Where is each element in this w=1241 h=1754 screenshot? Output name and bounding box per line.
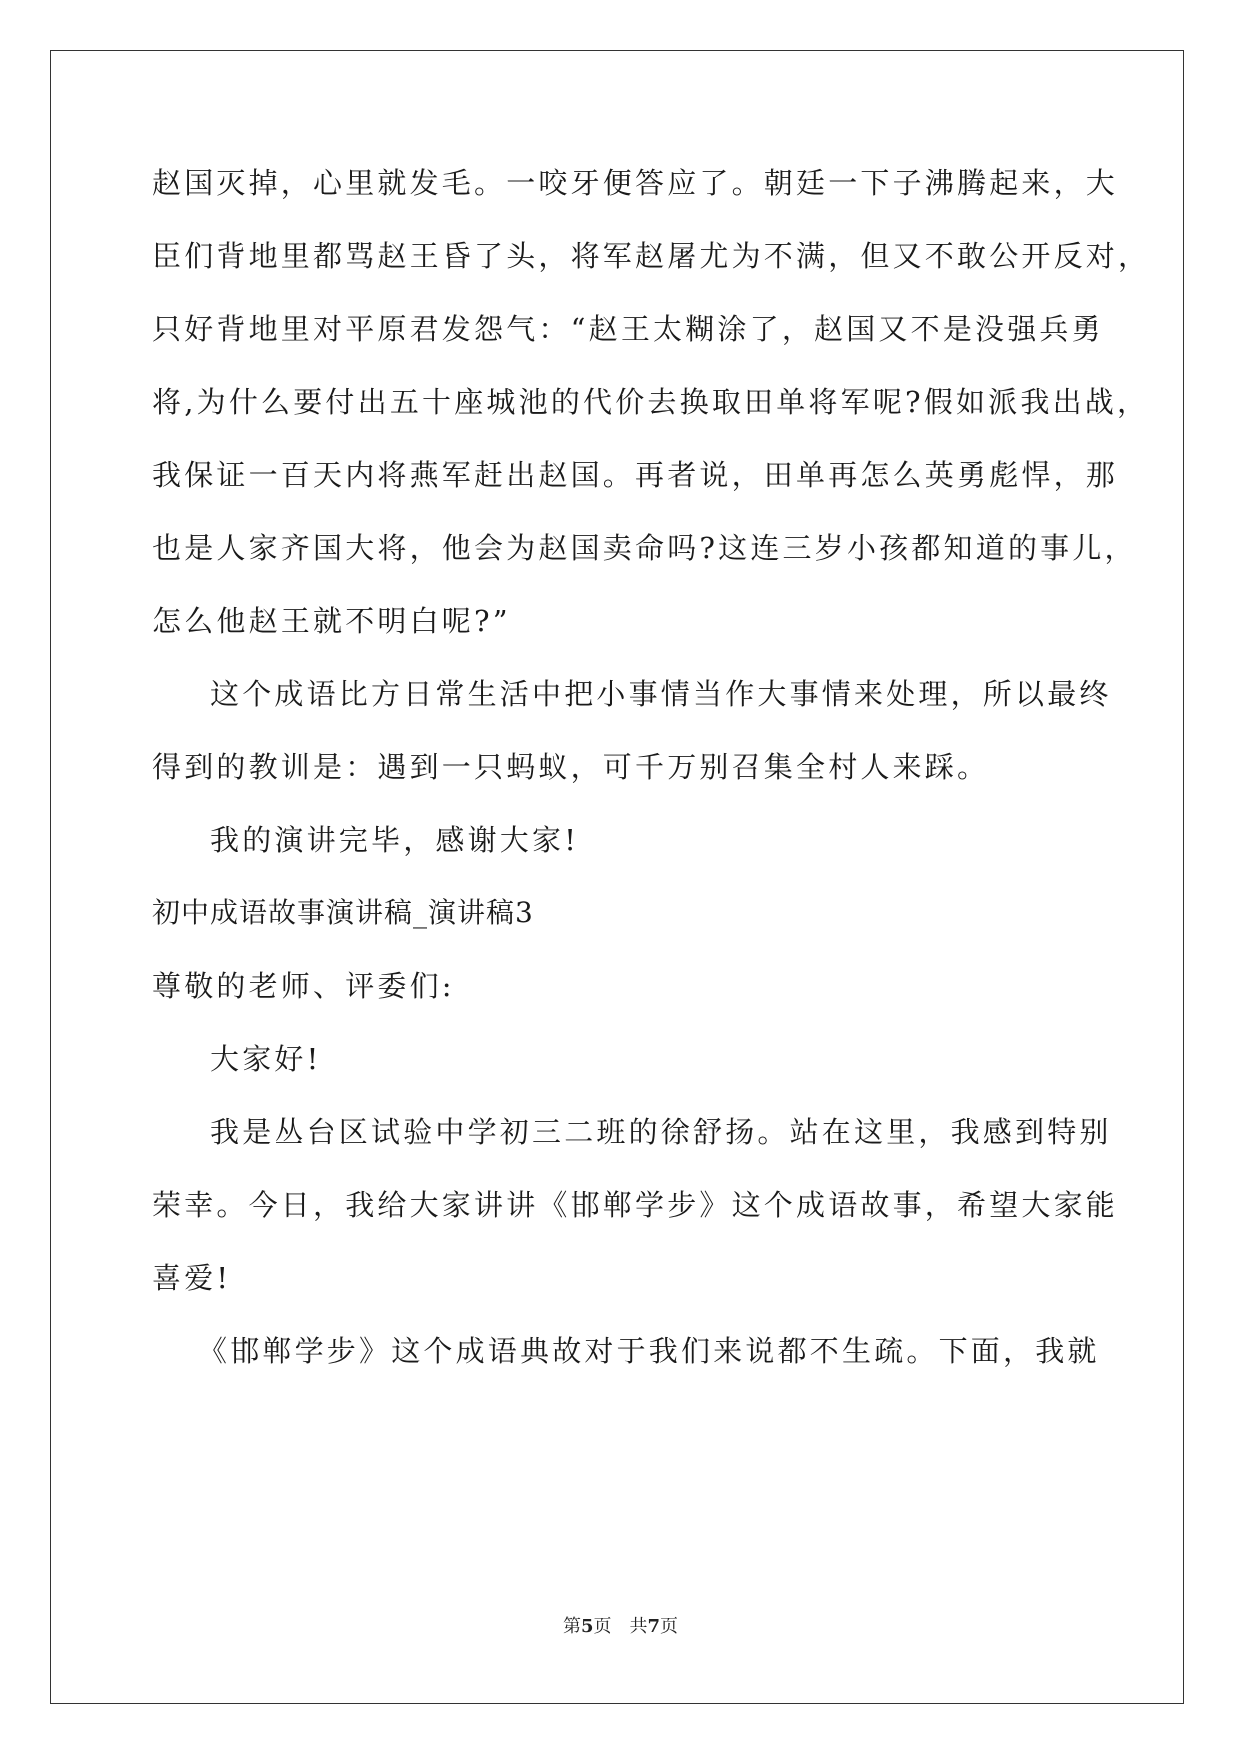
text-line: 得到的教训是：遇到一只蚂蚁，可千万别召集全村人来踩。 <box>152 750 990 784</box>
page-footer <box>0 1615 1241 1639</box>
footer-total-prefix: 共 <box>629 1616 648 1637</box>
text-line: 臣们背地里都骂赵王昏了头，将军赵屠尤为不满，但又不敢公开反对， <box>152 239 1151 273</box>
current-page-number: 5 <box>580 1616 594 1637</box>
text-line: 我保证一百天内将燕军赶出赵国。再者说，田单再怎么英勇彪悍，那 <box>152 458 1119 492</box>
text-line: 怎么他赵王就不明白呢?” <box>152 604 511 638</box>
text-line: 也是人家齐国大将，他会为赵国卖命吗?这连三岁小孩都知道的事儿， <box>152 531 1137 565</box>
salutation: 尊敬的老师、评委们: <box>152 969 455 1003</box>
paragraph-start: 这个成语比方日常生活中把小事情当作大事情来处理，所以最终 <box>210 677 1112 711</box>
paragraph-start: 我的演讲完毕，感谢大家! <box>210 823 580 857</box>
greeting: 大家好! <box>210 1042 322 1076</box>
footer-page-unit: 页 <box>593 1616 612 1637</box>
page-border <box>50 50 1184 1704</box>
footer-total-unit: 页 <box>660 1616 679 1637</box>
text-line: 赵国灭掉，心里就发毛。一咬牙便答应了。朝廷一下子沸腾起来，大 <box>152 166 1119 200</box>
total-pages-number: 7 <box>647 1616 661 1637</box>
text-line: 将,为什么要付出五十座城池的代价去换取田单将军呢?假如派我出战， <box>152 385 1150 419</box>
text-line: 荣幸。今日，我给大家讲讲《邯郸学步》这个成语故事，希望大家能 <box>152 1188 1119 1222</box>
section-heading: 初中成语故事演讲稿_演讲稿3 <box>152 896 534 929</box>
paragraph-start: 《邯郸学步》这个成语典故对于我们来说都不生疏。下面，我就 <box>198 1334 1100 1368</box>
paragraph-start: 我是丛台区试验中学初三二班的徐舒扬。站在这里，我感到特别 <box>210 1115 1112 1149</box>
text-line: 只好背地里对平原君发怨气：“赵王太糊涂了，赵国又不是没强兵勇 <box>152 312 1104 346</box>
footer-prefix: 第 <box>562 1616 581 1637</box>
text-line: 喜爱! <box>152 1261 232 1295</box>
